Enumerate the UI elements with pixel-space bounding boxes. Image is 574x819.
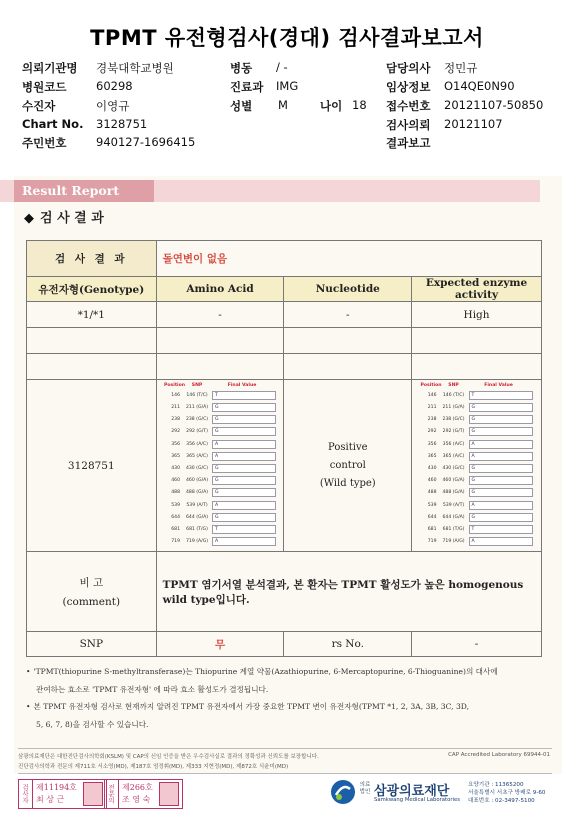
clinical-label: 임상정보: [386, 80, 431, 94]
snp-panel-row: [164, 401, 276, 413]
samkwang-logo-icon: [330, 779, 356, 805]
org-contact: [468, 781, 545, 805]
footer-divider: [18, 748, 552, 749]
snp-position: 211: [171, 405, 181, 411]
tester-stamp-number: 제11194호: [36, 783, 77, 792]
footer-divider: [18, 773, 552, 774]
snp-position: 488: [171, 490, 181, 496]
note-2: [26, 698, 546, 716]
enzyme-activity-header: Expected enzyme activity: [412, 277, 542, 302]
note-1b: 관여하는 효소로 'TPMT 유전자형' 에 따라 효소 활성도가 결정됩니다.: [36, 684, 269, 694]
note-2b: 5, 6, 7, 8)을 검사할 수 있습니다.: [36, 719, 149, 729]
snp-position: 292: [427, 429, 437, 435]
snp-final-value: A: [212, 440, 276, 449]
snp-panel-row: [421, 414, 533, 426]
footer-physicians: 진단검사의학과 전문의 제711호 서소영(MD), 제187호 엄정휘(MD), 제333 지현정(MD), 제872호 식윤미(MD): [18, 764, 289, 770]
snp-position: 356: [171, 441, 181, 447]
institution-value: 경북대학교병원: [96, 61, 174, 75]
snp-image-row: [27, 380, 542, 552]
snp-change: 365 (A/C): [442, 453, 465, 459]
tester-stamp: [18, 779, 107, 809]
snp-final-value: G: [212, 403, 276, 412]
snp-change: 238 (G/C): [185, 417, 209, 423]
genotype-cell: *1/*1: [27, 302, 157, 328]
snp-panel-header: [421, 383, 533, 388]
column-header-row: [27, 277, 542, 302]
empty-row: [27, 328, 542, 354]
specialist-stamp-name: 조 영 숙: [122, 795, 151, 804]
specialist-stamp: [104, 779, 183, 809]
snp-change: 356 (A/C): [442, 441, 465, 447]
snp-panel-row: [164, 462, 276, 474]
specialist-stamp-number: 제266호: [122, 783, 153, 792]
snp-final-value: A: [469, 452, 533, 461]
snp-panel-header-cell: Final Value: [227, 383, 257, 389]
amino-acid-cell: -: [156, 302, 284, 328]
bullet-icon: •: [26, 702, 31, 711]
snp-panel-header-cell: Position: [420, 383, 442, 389]
result-report-tab: Result Report: [14, 180, 154, 202]
result-label-cell: 검 사 결 과: [27, 241, 157, 277]
snp-change: 292 (G/T): [186, 429, 208, 435]
snp-panel-header-cell: SNP: [191, 383, 203, 389]
snp-change: 488 (G/A): [442, 490, 465, 496]
report-title: TPMT 유전형검사(경대) 검사결과보고서: [90, 26, 484, 50]
snp-position: 719: [427, 539, 437, 545]
tester-stamp-side: 검사자: [19, 780, 33, 808]
snp-panel-row: [164, 511, 276, 523]
snp-change: 356 (A/C): [186, 441, 208, 447]
nucleotide-cell: -: [284, 302, 412, 328]
notes: [26, 663, 546, 733]
snp-position: 365: [171, 453, 181, 459]
snp-panel-header-cell: Position: [164, 383, 186, 389]
result-table: [26, 240, 542, 657]
snp-change: 681 (T/G): [442, 526, 465, 532]
snp-final-value: T: [212, 525, 276, 534]
sample-snp-panel-cell: [156, 380, 284, 552]
comment-label: 비 고: [79, 577, 104, 589]
snp-change: 539 (A/T): [442, 502, 465, 508]
snp-final-value: A: [212, 452, 276, 461]
snp-final-value: G: [212, 488, 276, 497]
positive-control-line2: control: [329, 459, 366, 471]
ward-label: 병동: [230, 61, 253, 75]
receipt-label: 접수번호: [386, 99, 431, 113]
snp-panel-header: [164, 383, 276, 388]
snp-panel-row: [421, 511, 533, 523]
snp-position: 644: [171, 514, 181, 520]
hospital-code-label: 병원코드: [22, 80, 67, 94]
amino-acid-header: Amino Acid: [156, 277, 284, 302]
clinical-value: O14QE0N90: [444, 79, 515, 93]
snp-final-value: G: [469, 464, 533, 473]
snp-panel-row: [421, 426, 533, 438]
org-type: 의료법인: [359, 782, 371, 795]
snp-final-value: T: [212, 391, 276, 400]
snp-change: 430 (G/C): [442, 466, 465, 471]
snp-position: 146: [427, 392, 437, 398]
snp-position: 238: [427, 417, 437, 423]
snp-position: 644: [427, 514, 437, 520]
doctor-value: 정민규: [444, 61, 478, 75]
snp-final-value: G: [212, 464, 276, 473]
empty-row: [27, 354, 542, 380]
snp-final-value: T: [469, 391, 533, 400]
org-name-en: Samkwang Medical Laboratories: [374, 797, 461, 803]
positive-control-cell: [284, 380, 412, 552]
seal-icon: [83, 782, 103, 806]
control-snp-panel-cell: [412, 380, 542, 552]
snp-final-value: G: [212, 415, 276, 424]
snp-position: 460: [427, 478, 437, 484]
snp-panel-row: [164, 414, 276, 426]
result-value-cell: 돌연변이 없음: [156, 241, 541, 277]
snp-panel-row: [421, 475, 533, 487]
snp-panel-row: [164, 475, 276, 487]
snp-final-value: G: [212, 427, 276, 436]
snp-final-value: A: [469, 537, 533, 546]
section-title: [24, 207, 104, 226]
age-label: 나이: [320, 99, 343, 113]
ward-value: / -: [276, 60, 288, 74]
snp-change: 211 (G/A): [442, 405, 465, 411]
snp-change: 719 (A/G): [442, 539, 465, 545]
snp-panel-row: [164, 487, 276, 499]
snp-change: 211 (G/A): [185, 405, 209, 411]
snp-panel-row: [164, 438, 276, 450]
note-1a: 'TPMT(thiopurine S-methyltransferase)는 Thiopurine 계열 약물(Azathiopurine, 6-Mercaptopurine, 6-Thioguanine)의 대사에: [33, 667, 498, 676]
snp-panel-row: [164, 536, 276, 548]
request-label: 검사의뢰: [386, 118, 431, 132]
snp-panel-row: [421, 438, 533, 450]
enzyme-activity-cell: High: [412, 302, 542, 328]
snp-change: 146 (T/C): [186, 392, 208, 398]
snp-panel-row: [421, 401, 533, 413]
snp-position: 146: [171, 392, 181, 398]
age-value: 18: [352, 98, 367, 112]
snp-position: 681: [171, 526, 181, 532]
patient-label: 수진자: [22, 99, 56, 113]
snp-position: 292: [171, 429, 181, 435]
snp-position: 539: [171, 502, 181, 508]
snp-position: 460: [171, 478, 181, 484]
nucleotide-header: Nucleotide: [284, 277, 412, 302]
chart-no: 3128751: [96, 117, 148, 131]
sex-value: M: [278, 98, 288, 112]
snp-change: 460 (G/A): [185, 478, 209, 484]
snp-panel-row: [421, 450, 533, 462]
tester-stamp-name: 최 상 근: [36, 795, 65, 804]
result-report-label: 결과보고: [386, 136, 431, 150]
snp-panel-row: [164, 450, 276, 462]
snp-position: 238: [171, 417, 181, 423]
snp-final-value: G: [469, 415, 533, 424]
snp-final-value: G: [212, 476, 276, 485]
footer-accreditation: 삼광의료재단은 대한진단검사의학회(KSLM) 및 CAP의 신임 인증을 받은 우수검사실로 결과의 정확성과 신뢰도를 보장합니다.: [18, 754, 319, 760]
patient-name: 이영규: [96, 99, 130, 113]
contact-address: 서울특별시 서초구 방배로 9-60: [468, 790, 546, 796]
note-2a: 본 TPMT 유전자형 검사로 현재까지 알려진 TPMT 유전자에서 가장 중요한 TPMT 변이 유전자형(TPMT *1, 2, 3A, 3B, 3C, 3D,: [33, 702, 470, 711]
snp-panel-row: [421, 536, 533, 548]
snp-change: 644 (G/A): [442, 514, 465, 520]
section-title-text: 검 사 결 과: [40, 211, 104, 226]
snp-position: 430: [427, 466, 437, 471]
note-1: [26, 663, 546, 681]
sample-id-cell: 3128751: [27, 380, 157, 552]
snp-final-value: G: [469, 513, 533, 522]
hospital-code-value: 60298: [96, 79, 133, 93]
snp-panel-row: [164, 499, 276, 511]
bullet-icon: •: [26, 667, 31, 676]
snp-change: 539 (A/T): [186, 502, 208, 508]
footer-cap-number: CAP Accredited Laboratory 69944-01: [448, 752, 550, 758]
snp-position: 365: [427, 453, 437, 459]
snp-change: 292 (G/T): [442, 429, 465, 435]
diamond-icon: ◆: [24, 211, 34, 226]
contact-code: 요양기관 : 11365200: [468, 782, 524, 788]
request-date: 20121107: [444, 117, 503, 131]
snp-panel-row: [421, 487, 533, 499]
snp-final-value: T: [469, 525, 533, 534]
sample-snp-panel: [164, 383, 276, 547]
snp-final-value: G: [469, 427, 533, 436]
snp-final-value: A: [212, 537, 276, 546]
snp-change: 430 (G/C): [185, 466, 209, 471]
resident-label: 주민번호: [22, 136, 67, 150]
snp-final-value: G: [469, 476, 533, 485]
snp-change: 681 (T/G): [186, 526, 208, 532]
control-snp-panel: [421, 383, 533, 547]
snp-position: 211: [427, 405, 437, 411]
snp-final-value: A: [469, 440, 533, 449]
org-name: 삼광의료재단: [374, 784, 450, 799]
comment-row: [27, 552, 542, 632]
snp-panel-row: [421, 389, 533, 401]
genotype-header: 유전자형(Genotype): [27, 277, 157, 302]
specialist-stamp-side: 전문의: [105, 780, 119, 808]
snp-position: 539: [427, 502, 437, 508]
snp-change: 488 (G/A): [185, 490, 209, 496]
snp-panel-row: [164, 389, 276, 401]
doctor-label: 담당의사: [386, 61, 431, 75]
snp-change: 146 (T/C): [442, 392, 465, 398]
rs-label: rs No.: [284, 632, 412, 657]
comment-label-en: (comment): [62, 596, 121, 608]
rs-value: -: [412, 632, 542, 657]
snp-position: 488: [427, 490, 437, 496]
snp-panel-header-cell: SNP: [448, 383, 459, 389]
sex-label: 성별: [230, 99, 253, 113]
snp-panel-row: [421, 462, 533, 474]
snp-change: 460 (G/A): [442, 478, 465, 484]
snp-panel-header-cell: Final Value: [484, 383, 513, 389]
table-row: [27, 302, 542, 328]
snp-change: 238 (G/C): [442, 417, 465, 423]
comment-text: TPMT 염기서열 분석결과, 본 환자는 TPMT 활성도가 높은 homogenous wild type입니다.: [156, 552, 541, 632]
receipt-no: 20121107-50850: [444, 98, 544, 112]
dept-label: 진료과: [230, 80, 264, 94]
chart-label: Chart No.: [22, 117, 84, 131]
snp-panel-row: [164, 426, 276, 438]
snp-position: 719: [171, 539, 181, 545]
snp-panel-row: [164, 523, 276, 535]
positive-control-line1: Positive: [328, 441, 368, 453]
comment-label-cell: [27, 552, 157, 632]
snp-value: 무: [156, 632, 284, 657]
seal-icon: [159, 782, 179, 806]
snp-final-value: G: [469, 488, 533, 497]
snp-position: 356: [427, 441, 437, 447]
snp-change: 365 (A/C): [186, 453, 208, 459]
dept-value: IMG: [276, 79, 299, 93]
snp-panel-row: [421, 523, 533, 535]
snp-row: [27, 632, 542, 657]
snp-position: 430: [171, 466, 181, 471]
snp-panel-row: [421, 499, 533, 511]
snp-label: SNP: [27, 632, 157, 657]
snp-change: 644 (G/A): [185, 514, 209, 520]
snp-final-value: A: [469, 501, 533, 510]
contact-phone: 대표번호 : 02-3497-5100: [468, 798, 535, 804]
snp-change: 719 (A/G): [185, 539, 209, 545]
snp-position: 681: [427, 526, 437, 532]
snp-final-value: G: [212, 513, 276, 522]
positive-control-line3: (Wild type): [319, 477, 376, 489]
resident-no: 940127-1696415: [96, 135, 196, 149]
institution-label: 의뢰기관명: [22, 61, 78, 75]
snp-final-value: A: [212, 501, 276, 510]
snp-final-value: G: [469, 403, 533, 412]
